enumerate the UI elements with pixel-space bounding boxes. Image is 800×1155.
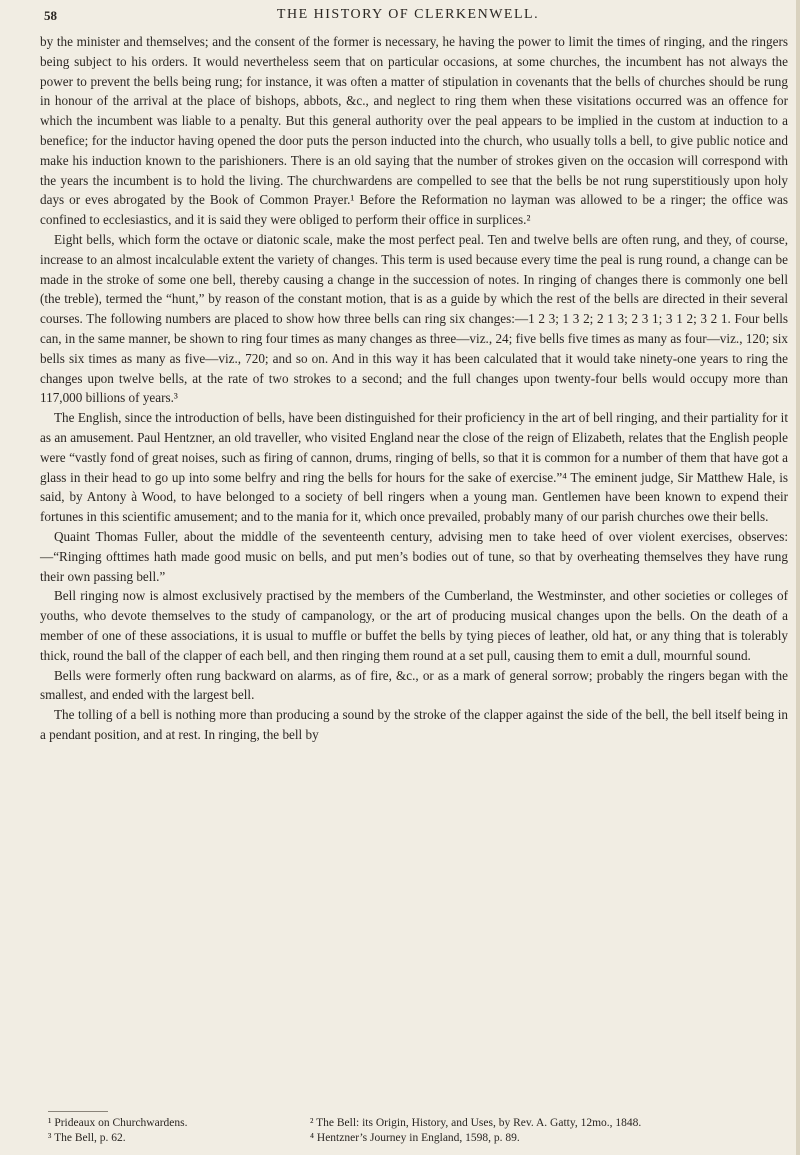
paragraph-2: Eight bells, which form the octave or diatonic scale, make the most perfect peal. Ten and twelve bells are often rung, and they, of course, increase to an almost incalculable extent the variety of changes. This term is used because every time the peal is rung round, a change can be made in the stroke of some one bell, thereby causing a change in the succession of notes. In ringing of changes there is commonly one bell (the treble), termed the “hunt,” by reason of the constant motion, that is as a guide by which the rest of the bells are directed in their several courses. The following numbers are placed to show how three bells can ring six changes:—1 2 3; 1 3 2; 2 1 3; 2 3 1; 3 1 2; 3 2 1. Four bells can, in the same manner, be shown to ring four times as many changes as three—viz., 24; five bells five times as many as four—viz., 120; six bells six times as many as five—viz., 720; and so on. And in this way it has been calculated that it would take ninety-one years to ring the changes upon twelve bells, at the rate of two strokes to a second; and the full changes upon twenty-four bells would occupy more than 117,000 billions of years.³ (40, 231, 788, 406)
footnote-4: ⁴ Hentzner’s Journey in England, 1598, p. 89. (310, 1131, 520, 1144)
paragraph-3: The English, since the introduction of bells, have been distinguished for their proficiency in the art of bell ringing, and their partiality for it as an amusement. Paul Hentzner, an old traveller, who visited England near the close of the reign of Elizabeth, relates that the English people were “vastly fond of great noises, such as firing of cannon, drums, ringing of bells, so that it is common for a number of them that have got a glass in their head to go up into some belfry and ring the bells for hours for the sake of exercise.”⁴ The eminent judge, Sir Matthew Hale, is said, by Antony à Wood, to have belonged to a society of bell ringers when a young man. Gentlemen have been known to expend their fortunes in this scientific amusement; and to the mania for it, which once prevailed, probably many of our parish churches owe their bells. (40, 410, 788, 525)
footnote-1: ¹ Prideaux on Churchwardens. (48, 1117, 188, 1129)
paragraph-4: Quaint Thomas Fuller, about the middle of the seventeenth century, advising men to take heed of over violent exercises, observes:—“Ringing ofttimes hath made good music on bells, and put men’s bodies out of tune, so that by overheating themselves they have rung their own passing bell.” (40, 528, 788, 584)
paragraph-7: The tolling of a bell is nothing more than producing a sound by the stroke of the clapper against the side of the bell, the bell itself being in a pendant position, and at rest. In ringing, the bell by (40, 707, 788, 742)
page-header (44, 5, 772, 29)
paragraph-1: by the minister and themselves; and the consent of the former is necessary, he having the power to limit the times of ringing, and the ringers being subject to his orders. It would nevertheless seem that on particular occasions, at some churches, the incumbent has not always the power to prevent the bells being rung; for instance, it was often a matter of stipulation in covenants that the bells of churches should be rung in honour of the arrival at the place of bishops, abbots, &c., and neglect to ring them when these visitations occurred was an offence for which the incumbent was liable to a penalty. But this general authority over the peal appears to be implied in the custom at induction to a benefice; for the inductor having opened the door puts the person inducted into the church, who usually tolls a bell, to give public notice and make his induction known to the parishioners. There is an old saying that the number of strokes given on the occasion will correspond with the years the incumbent is to hold the living. The churchwardens are compelled to see that the bells be not rung superstitiously upon holy days or eves abrogated by the Book of Common Prayer.¹ Before the Reformation no layman was allowed to be a ringer; the office was confined to ecclesiastics, and it is said they were obliged to perform their office in surplices.² (40, 34, 788, 228)
footnote-row (48, 1131, 788, 1146)
footnote-divider (48, 1111, 108, 1112)
footnotes (48, 1116, 788, 1145)
body-text (40, 32, 788, 745)
running-head: THE HISTORY OF CLERKENWELL. (276, 7, 540, 22)
footnote-2: ² The Bell: its Origin, History, and Uses, by Rev. A. Gatty, 12mo., 1848. (310, 1117, 642, 1129)
paragraph-6: Bells were formerly often rung backward on alarms, as of fire, &c., or as a mark of general sorrow; probably the ringers began with the smallest, and ended with the largest bell. (40, 667, 788, 703)
page-number: 58 (44, 8, 57, 23)
footnote-row (48, 1116, 788, 1131)
footnote-3: ³ The Bell, p. 62. (48, 1131, 126, 1144)
paragraph-5: Bell ringing now is almost exclusively practised by the members of the Cumberland, the Westminster, and other societies or colleges of youths, who devote themselves to the study of campanology, or the art of producing musical changes upon the bells. On the death of a member of one of these associations, it is usual to muffle or buffet the bells by tying pieces of leather, old hat, or any thing that is tolerably thick, round the ball of the clapper of each bell, and then ringing them round at a set pull, causing them to emit a dull, mournful sound. (40, 588, 788, 663)
page-edge (796, 0, 800, 1155)
